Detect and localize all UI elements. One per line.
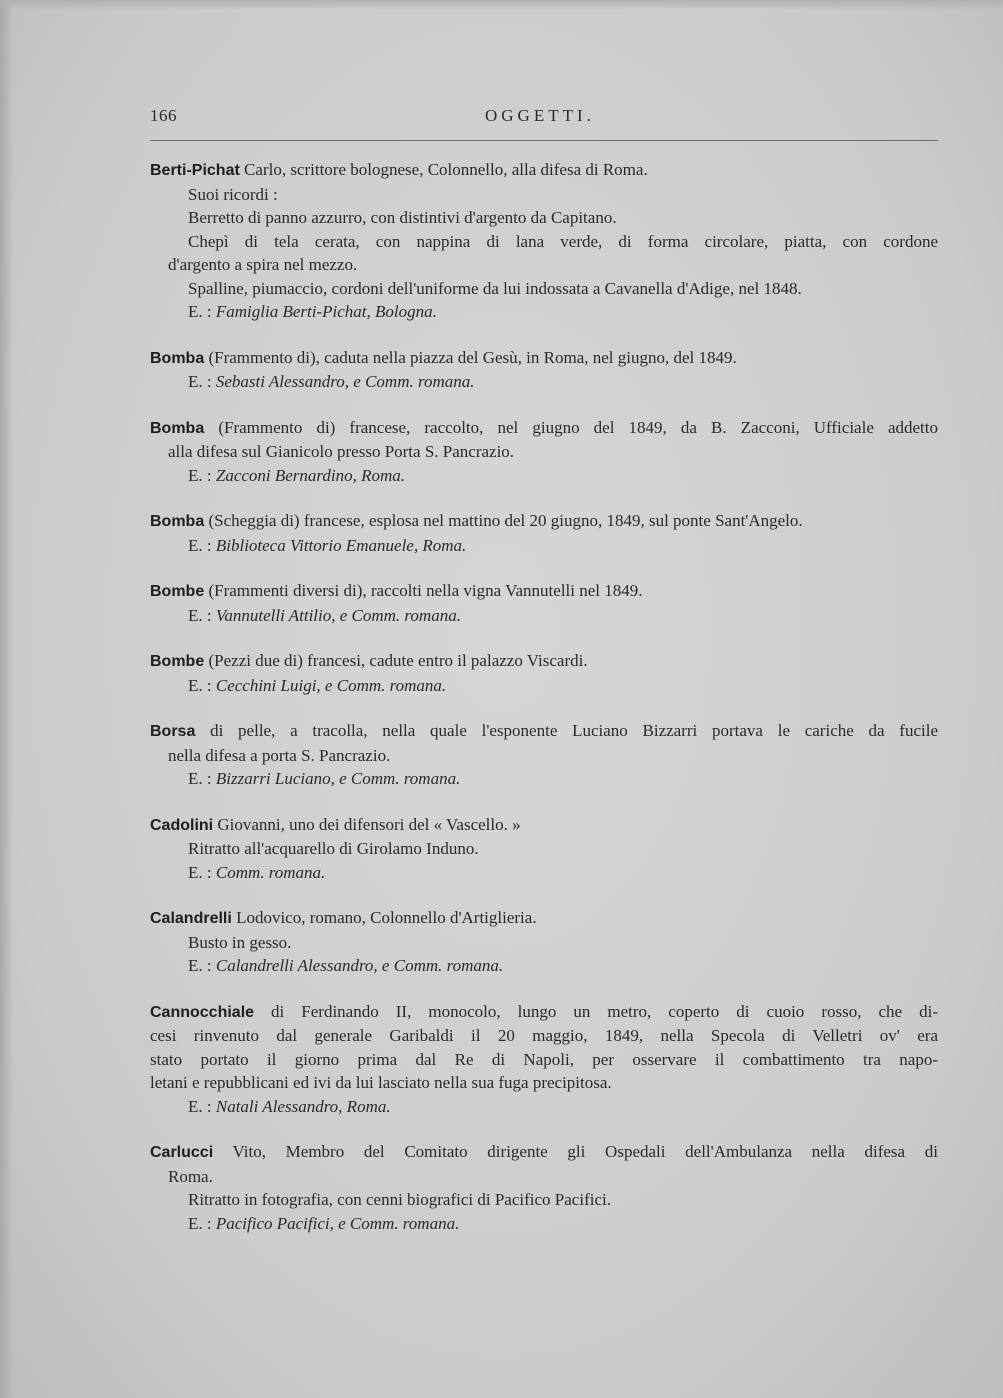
exhibitor-name: Comm. romana. [215,862,326,882]
entry-text-line: cesi rinvenuto dal generale Garibaldi il 20 maggio, 1849, nella Specola di Velletri ov' era [150,1026,938,1045]
entry-headword: Bomba [150,419,205,437]
entry-exhibitor [150,1212,938,1236]
entry-detail: Berretto di panno azzurro, con distintivi d'argento da Capitano. [188,208,617,227]
entry-cannocchiale [150,1000,938,1119]
entry-text: (Frammenti diversi di), raccolti nella vigna Vannutelli nel 1849. [204,581,643,600]
entry-exhibitor [150,464,938,488]
entry-headword: Carlucci [150,1144,214,1161]
entry-headword: Borsa [150,723,196,740]
exhibitor-name: Famiglia Berti-Pichat, Bologna. [215,302,437,321]
exhibitor-label: E. : [188,465,212,485]
exhibitor-name: Cecchini Luigi, e Comm. romana. [215,675,447,695]
exhibitor-name: Vannutelli Attilio, e Comm. romana. [215,605,461,625]
header-rule [150,140,938,141]
entry-headword: Cannocchiale [150,1003,255,1021]
entry-text: Carlo, scrittore bolognese, Colonnello, alla difesa di Roma. [239,160,648,179]
entry-text-continued: alla difesa sul Gianicolo presso Porta S. Pancrazio. [168,442,515,461]
entry-text: di pelle, a tracolla, nella quale l'esponente Luciano Bizzarri portava le cariche da fucile [195,721,938,740]
exhibitor-label: E. : [188,372,212,391]
running-head [150,106,938,128]
entry-detail: Ritratto all'acquarello di Girolamo Induno. [188,839,479,858]
exhibitor-label: E. : [188,769,212,788]
entry-headword: Cadolini [150,816,214,834]
entry-exhibitor [150,674,938,698]
exhibitor-label: E. : [188,535,212,555]
entry-calandrelli [150,906,938,978]
entry-borsa [150,719,938,791]
entry-exhibitor [150,370,938,394]
page-shadow-left [0,0,14,1398]
entry-bombe-1 [150,579,938,627]
entry-headword: Bombe [150,653,205,670]
entry-text-continued: nella difesa a porta S. Pancrazio. [168,745,391,765]
entry-headword: Bombe [150,583,205,600]
entry-headword: Berti-Pichat [150,162,240,179]
exhibitor-label: E. : [188,1096,212,1116]
exhibitor-label: E. : [188,605,212,625]
entry-headword: Bomba [150,513,205,530]
exhibitor-name: Natali Alessandro, Roma. [215,1096,391,1116]
exhibitor-label: E. : [188,675,212,695]
entry-text: Lodovico, romano, Colonnello d'Artiglieria. [231,908,537,927]
exhibitor-label: E. : [188,862,212,882]
entry-exhibitor [150,861,938,885]
entry-text: (Scheggia di) francese, esplosa nel mattino del 20 giugno, 1849, sul ponte Sant'Angelo. [204,511,803,530]
running-title: OGGETTI. [485,106,595,125]
entry-text: (Frammento di), caduta nella piazza del Gesù, in Roma, nel giugno, del 1849. [204,347,737,367]
exhibitor-label: E. : [188,302,212,321]
entry-detail: Busto in gesso. [188,932,292,952]
entry-text: (Pezzi due di) francesi, cadute entro il palazzo Viscardi. [204,651,588,670]
entry-detail: Chepì di tela cerata, con nappina di lana verde, di forma circolare, piatta, con cordone [188,231,938,251]
entry-text: (Frammento di) francese, raccolto, nel giugno del 1849, da B. Zacconi, Ufficiale addetto [204,417,938,437]
entry-exhibitor [150,767,938,791]
exhibitor-name: Bizzarri Luciano, e Comm. romana. [215,769,461,788]
exhibitor-name: Zacconi Bernardino, Roma. [215,465,406,485]
entry-exhibitor [150,604,938,628]
entry-berti-pichat [150,158,938,324]
entry-cadolini [150,813,938,885]
exhibitor-name: Biblioteca Vittorio Emanuele, Roma. [215,535,467,555]
entry-exhibitor [150,300,938,324]
entry-list [150,158,938,1257]
entry-text: Giovanni, uno dei difensori del « Vascello. » [213,814,521,834]
entry-text: Vito, Membro del Comitato dirigente gli Ospedali dell'Ambulanza nella difesa di [213,1142,938,1161]
entry-headword: Bomba [150,349,205,367]
entry-carlucci [150,1140,938,1235]
entry-detail: Suoi ricordi : [188,184,278,204]
entry-exhibitor [150,1095,938,1119]
page-number: 166 [150,106,177,125]
exhibitor-label: E. : [188,1213,212,1233]
entry-bomba-3 [150,509,938,557]
exhibitor-name: Pacifico Pacifici, e Comm. romana. [215,1213,460,1233]
entry-text-line: letani e repubblicani ed ivi da lui lasciato nella sua fuga precipitosa. [150,1073,612,1092]
page-shadow-top [0,0,1003,10]
entry-exhibitor [150,534,938,558]
entry-bomba-2 [150,416,938,488]
entry-detail: Spalline, piumaccio, cordoni dell'uniforme da lui indossata a Cavanella d'Adige, nel 1848. [188,278,802,298]
entry-bomba-1 [150,346,938,394]
entry-text-continued: Roma. [168,1166,213,1186]
entry-exhibitor [150,954,938,978]
exhibitor-name: Calandrelli Alessandro, e Comm. romana. [215,956,504,975]
entry-detail: d'argento a spira nel mezzo. [168,255,358,274]
exhibitor-name: Sebasti Alessandro, e Comm. romana. [215,372,475,391]
entry-headword: Calandrelli [150,910,232,927]
entry-bombe-2 [150,649,938,697]
entry-text-line: stato portato il giorno prima dal Re di Napoli, per osservare il combattimento tra napo- [150,1049,938,1069]
exhibitor-label: E. : [188,956,212,975]
entry-detail: Ritratto in fotografia, con cenni biografici di Pacifico Pacifici. [188,1190,611,1209]
entry-text: di Ferdinando II, monocolo, lungo un metro, coperto di cuoio rosso, che di- [254,1001,938,1021]
